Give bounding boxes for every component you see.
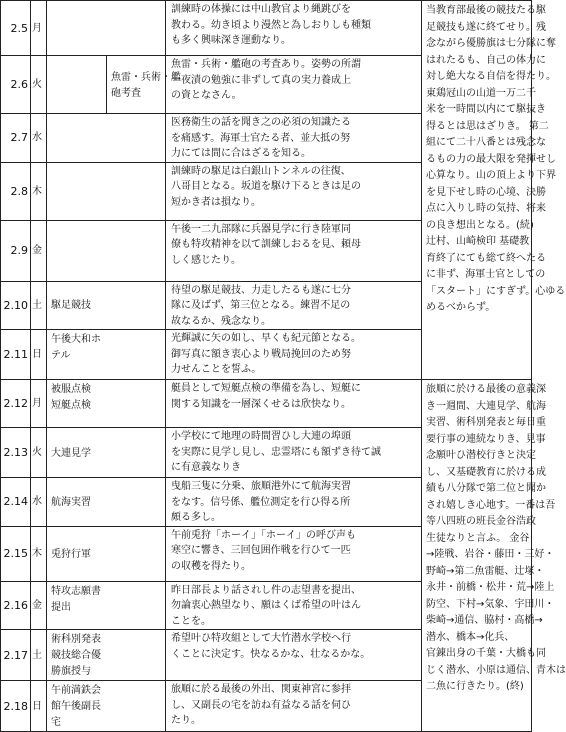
weekday-cell: 火 [31, 428, 47, 478]
text-line: 小学校にて地理の時間習ひし大連の埠頭 [171, 431, 351, 442]
date-cell: 2.15 [1, 526, 31, 581]
text-line: 旅順に於ける最後の意義深 [426, 384, 546, 395]
text-line: 午後大和ホ [51, 334, 101, 345]
text-line: めるべからず。 [426, 302, 496, 313]
date-cell: 2.16 [1, 581, 31, 630]
event-cell [47, 114, 166, 163]
weekday-cell: 木 [31, 526, 47, 581]
text-line: 駆足競技 [51, 300, 91, 312]
text-line: 午前満鉄会 [51, 685, 101, 696]
event-cell [47, 220, 166, 281]
text-line: はれたるも、自己の体力に [426, 54, 546, 66]
text-line: 辻村、山崎検印 基礎教 [426, 236, 530, 247]
text-line: テル [51, 350, 71, 361]
weekday-cell: 土 [31, 281, 47, 330]
text-line: 希望叶ひ特攻組として大竹潜水学校へ行 [171, 633, 351, 644]
text-line: 術科別発表 [51, 634, 101, 645]
event-cell [47, 581, 166, 630]
text-line: 潜水、橋本→化兵、 [426, 631, 515, 643]
text-line: 魚雷・兵術・艦砲の考査あり。姿勢の所謂 [171, 59, 361, 70]
text-line: 曳船三隻に分乗、旅順港外にて航海実習 [171, 481, 351, 492]
text-line: 勿論衷心熱望なり、願はくば希望の叶はん [171, 600, 361, 611]
text-line: をなす。信号係、艦位測定を行ひ得る所 [171, 496, 351, 508]
text-line: 航海実習 [51, 496, 91, 508]
text-line: 頗る多し。 [171, 512, 221, 523]
text-line: き一週間、大連見学、航海 [426, 400, 546, 412]
text-line: 館午後副長 [51, 701, 101, 712]
event-cell [47, 478, 166, 527]
text-line: 念ながら優勝旗は七分隊に奪 [426, 38, 556, 49]
description-cell [166, 526, 422, 581]
text-line: 八哥目となる。坂道を駆け下るときは足の [171, 181, 361, 192]
text-line: 午前兎狩「ホーイ」「ホーイ」の呼び声も [171, 529, 356, 541]
description-cell [166, 1, 422, 56]
text-line: 教わる。幼き頃より漫然と為しおりしも種類 [171, 19, 371, 31]
text-line: に非ず、海軍士官としての [426, 269, 546, 280]
weekday-cell: 水 [31, 114, 47, 163]
event-cell [47, 380, 166, 428]
text-line: 隊に及ばず、第三位となる。練習不足の [171, 300, 351, 311]
text-line: も多く興味深き運動なり。 [171, 35, 291, 46]
text-line: を痛感す。海軍士官たる者、並大抵の努 [171, 132, 351, 144]
text-line: 被服点検 [51, 384, 91, 395]
text-line: 念願叶ひ潜校行きと決定 [426, 450, 536, 461]
text-line: 力せんことを誓ふ。 [171, 364, 262, 375]
table-row [1, 1, 532, 56]
weekday-cell: 月 [31, 380, 47, 428]
diary-entry-bottom [422, 380, 566, 732]
text-line: 競技総合優 [51, 650, 101, 661]
text-line: →陸戦、岩谷・藤田・三好・ [426, 549, 555, 560]
text-line: 艇員として短艇点検の準備を為し、短艇に [171, 383, 361, 394]
text-line: 待望の駆足競技、力走したるも遂に七分 [171, 284, 351, 296]
weekday-cell: 日 [31, 681, 47, 732]
text-line: の収穫を得たり。 [171, 560, 251, 572]
text-line: 官錬出身の千葉・大橋も同 [426, 648, 546, 659]
text-line: 宅 [51, 717, 61, 728]
date-cell: 2.18 [1, 681, 31, 732]
text-line: 訓練時の駆足は白銀山トンネルの往復、 [171, 165, 351, 177]
event-cell [107, 56, 181, 114]
text-line: を見下せし時の心境、決勝 [426, 186, 546, 198]
text-line: 提出 [51, 601, 71, 613]
text-line: 点に入りし時の気持、将来 [426, 203, 546, 214]
text-line: 寒空に響き、三回包囲作戦を行ひて一匹 [171, 545, 351, 556]
event-cell [47, 428, 166, 478]
date-cell: 2.6 [1, 56, 31, 114]
description-cell [166, 581, 422, 630]
empty-cell [47, 56, 107, 114]
event-cell [47, 1, 166, 56]
text-line: 午後一二九部隊に兵器見学に行き陸軍同 [171, 223, 351, 235]
description-cell [166, 380, 422, 428]
text-line: 勝旗授与 [51, 666, 91, 677]
text-line: 組にて二十八番とは残念な [426, 137, 546, 148]
description-cell [166, 681, 422, 732]
text-line: し、又基礎教育に於ける成 [426, 466, 546, 478]
text-line: 野崎→第二魚雷艇、辻塚・ [426, 565, 545, 577]
text-line: 米を一時間以内にて駆抜き [426, 104, 546, 115]
text-line: 訓練時の体操には中山教官より縄跳びを [171, 4, 351, 15]
event-cell [47, 330, 166, 380]
description-cell [166, 630, 422, 681]
text-line: 短かき者は損なり。 [171, 196, 261, 208]
table-row [1, 380, 532, 428]
text-line: の良き想出となる。(続) [426, 219, 534, 231]
text-line: 二魚に行きたり。(終) [426, 681, 524, 692]
text-line: 兎狩行軍 [51, 548, 91, 560]
weekday-cell: 火 [31, 56, 47, 114]
text-line: 魚雷・兵術・艦 [111, 72, 181, 83]
weekday-cell: 金 [31, 581, 47, 630]
text-line: 旅順に於る最後の外出、関東神宮に参拝 [171, 684, 351, 695]
diary-entry-top [422, 1, 566, 380]
weekday-cell: 月 [31, 1, 47, 56]
description-cell [166, 478, 422, 527]
weekday-cell: 水 [31, 478, 47, 527]
weekday-cell: 金 [31, 220, 47, 281]
text-line: じく潜水、小原は通信、青木は [426, 664, 566, 676]
text-line: 育終了にても総て終へたる [426, 252, 546, 264]
text-line: 防空、下村→気象、宇田川・ [426, 598, 555, 610]
description-cell [166, 428, 422, 478]
description-cell [166, 56, 422, 114]
event-cell [47, 630, 166, 681]
description-cell [166, 281, 422, 330]
text-line: 柴崎→通信、脇村・高橋→ [426, 615, 543, 626]
date-cell: 2.10 [1, 281, 31, 330]
text-line: 実習、術科別発表と毎日重 [426, 417, 546, 428]
date-cell: 2.17 [1, 630, 31, 681]
text-line: に有意義なりき [171, 462, 241, 473]
event-cell [47, 162, 166, 220]
description-cell [166, 162, 422, 220]
text-line: され嬉しき心地す。一番は吾 [426, 499, 556, 511]
text-line: 対し絶大なる自信を得たり。 [426, 71, 556, 82]
text-line: し、又副長の宅を訪ね有益なる話を伺ひ [171, 699, 351, 711]
text-line: 一夜漬の勉強に非ずして真の実力養成上 [171, 74, 351, 86]
text-line: 「スタート」にすぎず。心ゆる [426, 285, 566, 297]
text-line: 関する知識を一層深くせるは欣快なり。 [171, 398, 351, 410]
text-line: 心算なり。山の頂上より下界 [426, 170, 556, 181]
text-line: 要行事の連続なりき、見事 [426, 433, 546, 445]
text-line: 医務衛生の話を聞き之の必須の知識たる [171, 117, 351, 128]
weekday-cell: 土 [31, 630, 47, 681]
date-cell: 2.11 [1, 330, 31, 380]
text-line: くことに決定す。快なるかな、壮なるかな。 [171, 648, 371, 660]
text-line: 得るとは思はざりき。 第二 [426, 120, 549, 132]
text-line: 生徒なりと言ふ。 金谷 [426, 532, 530, 544]
text-line: 足競技も遂に終てせり。残 [426, 21, 546, 33]
text-line: 御写真に額き衷心より戦局挽回のため努 [171, 348, 351, 360]
text-line: 東鶏冠山の山道一万二千 [426, 87, 536, 99]
date-cell: 2.13 [1, 428, 31, 478]
text-line: 僚も特攻精神を以て訓練しおるを見、頼母 [171, 239, 361, 250]
text-line: の資となさん。 [171, 90, 242, 101]
text-line: ことを。 [171, 615, 211, 627]
text-line: 永井・前橋・松井・荒→陸上 [426, 582, 555, 593]
text-line: 故なるか、残念なり。 [171, 315, 271, 327]
date-cell: 2.9 [1, 220, 31, 281]
weekday-cell: 日 [31, 330, 47, 380]
date-cell: 2.5 [1, 1, 31, 56]
description-cell [166, 330, 422, 380]
text-line: 砲考査 [111, 88, 141, 99]
text-line: を実際に見学し見し、忠霊塔にも額ずき待て誠 [171, 446, 381, 458]
text-line: 短艇点検 [51, 400, 91, 411]
text-line: たり。 [171, 715, 201, 726]
event-cell [47, 526, 166, 581]
text-line: 大連見学 [51, 447, 91, 459]
text-line: 等八四班の班長金谷浩政 [426, 516, 536, 527]
event-cell [47, 681, 166, 732]
text-line: しく感じたり。 [171, 254, 241, 266]
date-cell: 2.12 [1, 380, 31, 428]
description-cell [166, 220, 422, 281]
text-line: 力にては間に合はざるを知る。 [171, 148, 311, 159]
text-line: 昨日部長より話されし件の志望書を提出、 [171, 584, 361, 596]
text-line: 特攻志願書 [51, 585, 101, 597]
weekday-cell: 木 [31, 162, 47, 220]
text-line: るもの力の最大限を発揮せし [426, 153, 556, 165]
text-line: 当教育部最後の競技たる駆 [426, 5, 546, 16]
date-cell: 2.7 [1, 114, 31, 163]
event-cell [47, 281, 166, 330]
date-cell: 2.8 [1, 162, 31, 220]
date-cell: 2.14 [1, 478, 31, 527]
description-cell [166, 114, 422, 163]
text-line: 績も八分隊で第二位と聞か [426, 483, 546, 494]
text-line: 光輝誠に矢の如し、早くも紀元節となる。 [171, 333, 361, 344]
